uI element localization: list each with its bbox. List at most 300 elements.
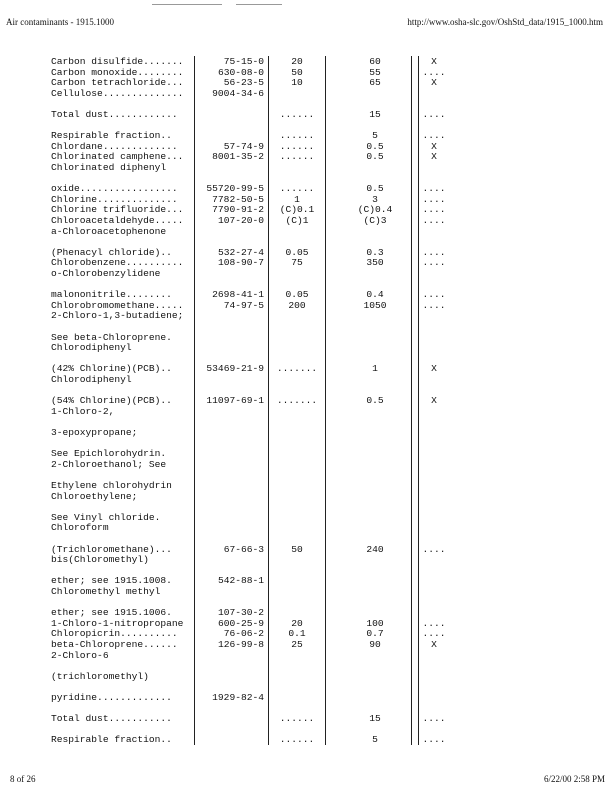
column-separator (411, 88, 412, 99)
skin-designation: .... (422, 109, 446, 120)
table-row (0, 321, 611, 332)
table-row (0, 173, 611, 184)
column-separator (411, 268, 412, 279)
column-separator (325, 374, 326, 385)
column-separator (325, 469, 326, 480)
column-separator (411, 544, 412, 555)
column-separator (268, 406, 269, 417)
column-separator (418, 713, 419, 724)
column-separator (325, 247, 326, 258)
column-separator (411, 289, 412, 300)
cas-number: 542-88-1 (217, 575, 264, 587)
column-separator (418, 671, 419, 682)
column-separator (194, 692, 195, 703)
mg-m3-value: 15 (369, 109, 381, 120)
table-row (0, 491, 611, 502)
column-separator (194, 342, 195, 353)
page-header-title: Air contaminants - 1915.1000 (6, 17, 114, 27)
substance-name: Chlorinated camphene... (51, 151, 184, 163)
column-separator (411, 692, 412, 703)
column-separator (325, 353, 326, 364)
column-separator (325, 724, 326, 735)
column-separator (418, 448, 419, 459)
ppm-value: 50 (291, 543, 303, 555)
column-separator (411, 257, 412, 268)
column-separator (268, 724, 269, 735)
table-row (0, 120, 611, 131)
column-separator (325, 618, 326, 629)
column-separator (411, 300, 412, 311)
substance-name: Carbon monoxide........ (51, 66, 184, 78)
table-row (0, 385, 611, 396)
column-separator (325, 533, 326, 544)
table-row (0, 469, 611, 480)
column-separator (194, 416, 195, 427)
cas-number: 630-08-0 (217, 66, 264, 78)
column-separator (325, 628, 326, 639)
column-separator (411, 533, 412, 544)
cas-number: 57-74-9 (223, 140, 264, 152)
table-row (0, 215, 611, 226)
cas-number: 9004-34-6 (212, 87, 264, 99)
column-separator (268, 204, 269, 215)
skin-designation: X (431, 395, 437, 407)
column-separator (325, 289, 326, 300)
column-separator (411, 438, 412, 449)
column-separator (194, 533, 195, 544)
column-separator (194, 236, 195, 247)
column-separator (268, 639, 269, 650)
column-separator (325, 491, 326, 502)
cas-number: 55720-99-5 (206, 183, 264, 195)
column-separator (418, 162, 419, 173)
column-separator (418, 289, 419, 300)
column-separator (418, 628, 419, 639)
column-separator (325, 459, 326, 470)
column-separator (418, 98, 419, 109)
column-separator (194, 226, 195, 237)
column-separator (411, 724, 412, 735)
column-separator (268, 310, 269, 321)
column-separator (194, 628, 195, 639)
column-separator (325, 607, 326, 618)
table-row (0, 501, 611, 512)
table-row (0, 395, 611, 406)
column-separator (325, 279, 326, 290)
table-row (0, 416, 611, 427)
mg-m3-value: 1 (372, 363, 378, 375)
column-separator (194, 183, 195, 194)
skin-designation: .... (422, 204, 446, 216)
page-header-url: http://www.osha-slc.gov/OshStd_data/1915_1000.htm (407, 17, 603, 27)
column-separator (418, 77, 419, 88)
table-row (0, 88, 611, 99)
column-separator (411, 215, 412, 226)
column-separator (194, 257, 195, 268)
column-separator (418, 321, 419, 332)
cas-number: 126-99-8 (217, 639, 264, 650)
ppm-value: ...... (279, 109, 315, 120)
skin-designation: .... (422, 183, 446, 195)
column-separator (418, 236, 419, 247)
column-separator (325, 194, 326, 205)
column-separator (268, 427, 269, 438)
substance-name: o-Chlorobenzylidene (51, 268, 161, 279)
column-separator (194, 681, 195, 692)
column-separator (418, 247, 419, 258)
page-number: 8 of 26 (10, 774, 36, 784)
column-separator (418, 215, 419, 226)
column-separator (268, 628, 269, 639)
table-row (0, 406, 611, 417)
cas-number: 67-66-3 (223, 543, 264, 555)
column-separator (194, 406, 195, 417)
mg-m3-value: 0.3 (366, 246, 384, 258)
column-separator (411, 565, 412, 576)
skin-designation: .... (422, 289, 446, 301)
column-separator (268, 363, 269, 374)
table-row (0, 618, 611, 629)
column-separator (411, 247, 412, 258)
column-separator (411, 151, 412, 162)
table-row (0, 77, 611, 88)
column-separator (411, 512, 412, 523)
column-separator (418, 332, 419, 343)
substance-name: Respirable fraction.. (51, 734, 172, 746)
skin-designation: .... (422, 628, 446, 640)
mg-m3-value: 55 (369, 66, 381, 78)
column-separator (194, 395, 195, 406)
mg-m3-value: 60 (369, 56, 381, 67)
column-separator (411, 703, 412, 714)
column-separator (268, 98, 269, 109)
substance-name: malononitrile........ (51, 289, 172, 301)
table-row (0, 448, 611, 459)
table-row (0, 713, 611, 724)
table-row (0, 194, 611, 205)
column-separator (411, 448, 412, 459)
column-separator (411, 406, 412, 417)
column-separator (325, 512, 326, 523)
column-separator (411, 173, 412, 184)
substance-name: a-Chloroacetophenone (51, 225, 167, 237)
skin-designation: X (431, 151, 437, 163)
column-separator (325, 650, 326, 661)
column-separator (268, 575, 269, 586)
column-separator (411, 469, 412, 480)
ppm-value: (C)1 (285, 215, 309, 226)
column-separator (325, 660, 326, 671)
table-row (0, 533, 611, 544)
column-separator (325, 575, 326, 586)
table-row (0, 480, 611, 491)
table-row (0, 257, 611, 268)
column-separator (268, 501, 269, 512)
column-separator (411, 522, 412, 533)
substance-name: 2-Chloroethanol; See (51, 458, 167, 470)
ppm-value: ....... (276, 363, 318, 375)
column-separator (418, 469, 419, 480)
cas-number: 1929-82-4 (212, 692, 264, 703)
column-separator (268, 247, 269, 258)
column-separator (418, 438, 419, 449)
column-separator (268, 289, 269, 300)
column-separator (418, 575, 419, 586)
column-separator (194, 279, 195, 290)
column-separator (418, 268, 419, 279)
column-separator (418, 692, 419, 703)
skin-designation: .... (422, 215, 446, 226)
column-separator (268, 395, 269, 406)
column-separator (418, 734, 419, 745)
table-row (0, 459, 611, 470)
column-separator (194, 734, 195, 745)
column-separator (194, 289, 195, 300)
cas-number: 532-27-4 (217, 246, 264, 258)
column-separator (418, 67, 419, 78)
column-separator (268, 353, 269, 364)
column-separator (418, 416, 419, 427)
column-separator (411, 734, 412, 745)
ppm-value: 0.1 (288, 628, 306, 640)
column-separator (411, 660, 412, 671)
column-separator (325, 565, 326, 576)
column-separator (418, 342, 419, 353)
column-separator (194, 597, 195, 608)
column-separator (194, 98, 195, 109)
column-separator (325, 342, 326, 353)
column-separator (411, 279, 412, 290)
mg-m3-value: 100 (366, 617, 384, 629)
column-separator (418, 491, 419, 502)
ppm-value: ...... (279, 140, 315, 152)
column-separator (268, 660, 269, 671)
column-separator (268, 734, 269, 745)
column-separator (418, 650, 419, 661)
column-separator (268, 279, 269, 290)
column-separator (418, 522, 419, 533)
column-separator (194, 268, 195, 279)
column-separator (325, 236, 326, 247)
substance-name: Cellulose.............. (51, 87, 184, 99)
column-separator (411, 321, 412, 332)
column-separator (268, 120, 269, 131)
substance-name: 2-Chloro-6 (51, 649, 109, 661)
substance-name: bis(Chloromethyl) (51, 554, 149, 566)
column-separator (268, 162, 269, 173)
column-separator (411, 363, 412, 374)
table-row (0, 130, 611, 141)
column-separator (325, 448, 326, 459)
substance-name: Chlordane............. (51, 140, 178, 152)
ppm-value: ...... (279, 130, 315, 142)
mg-m3-value: 15 (369, 713, 381, 725)
column-separator (268, 522, 269, 533)
table-row (0, 109, 611, 120)
column-separator (268, 215, 269, 226)
mg-m3-value: (C)0.4 (357, 204, 393, 216)
table-row (0, 607, 611, 618)
table-row (0, 650, 611, 661)
ppm-value: ...... (279, 734, 315, 746)
column-separator (325, 321, 326, 332)
substance-name: beta-Chloroprene...... (51, 639, 178, 650)
table-row (0, 342, 611, 353)
column-separator (418, 565, 419, 576)
cas-number: 107-30-2 (217, 607, 264, 619)
table-row (0, 554, 611, 565)
substance-name: Respirable fraction.. (51, 130, 172, 142)
table-row (0, 289, 611, 300)
column-separator (268, 703, 269, 714)
column-separator (268, 151, 269, 162)
column-separator (418, 597, 419, 608)
column-separator (268, 618, 269, 629)
column-separator (268, 300, 269, 311)
mg-m3-value: 90 (369, 639, 381, 650)
column-separator (411, 671, 412, 682)
column-separator (411, 459, 412, 470)
column-separator (268, 459, 269, 470)
column-separator (411, 310, 412, 321)
column-separator (194, 724, 195, 735)
ppm-value: ...... (279, 151, 315, 163)
ppm-value: 10 (291, 77, 303, 89)
column-separator (325, 204, 326, 215)
table-row (0, 544, 611, 555)
column-separator (325, 385, 326, 396)
table-row (0, 236, 611, 247)
column-separator (411, 639, 412, 650)
column-separator (325, 130, 326, 141)
cas-number: 600-25-9 (217, 617, 264, 629)
substance-name: Carbon tetrachloride... (51, 77, 184, 89)
column-separator (325, 554, 326, 565)
skin-designation: X (431, 639, 437, 650)
cas-number: 53469-21-9 (206, 363, 264, 375)
column-separator (268, 671, 269, 682)
column-separator (411, 681, 412, 692)
column-separator (411, 56, 412, 67)
column-separator (325, 438, 326, 449)
table-row (0, 332, 611, 343)
table-row (0, 363, 611, 374)
column-separator (325, 120, 326, 131)
column-separator (411, 183, 412, 194)
column-separator (418, 533, 419, 544)
column-separator (194, 141, 195, 152)
column-separator (194, 650, 195, 661)
column-separator (194, 109, 195, 120)
column-separator (194, 247, 195, 258)
substance-name: 2-Chloro-1,3-butadiene; (51, 310, 184, 322)
column-separator (194, 194, 195, 205)
mg-m3-value: 1050 (363, 299, 387, 311)
skin-designation: .... (422, 543, 446, 555)
column-separator (418, 660, 419, 671)
column-separator (194, 56, 195, 67)
column-separator (411, 575, 412, 586)
skin-designation: .... (422, 193, 446, 205)
table-row (0, 724, 611, 735)
column-separator (268, 88, 269, 99)
table-row (0, 56, 611, 67)
column-separator (268, 416, 269, 427)
ppm-value: ...... (279, 713, 315, 725)
column-separator (194, 544, 195, 555)
column-separator (194, 332, 195, 343)
ppm-value: 1 (294, 193, 300, 205)
table-row (0, 512, 611, 523)
column-separator (411, 650, 412, 661)
column-separator (325, 406, 326, 417)
substance-name: (Phenacyl chloride).. (51, 246, 172, 258)
column-separator (411, 342, 412, 353)
table-row (0, 353, 611, 364)
column-separator (411, 607, 412, 618)
column-separator (418, 310, 419, 321)
column-separator (325, 88, 326, 99)
mg-m3-value: 240 (366, 543, 384, 555)
column-separator (194, 501, 195, 512)
column-separator (411, 77, 412, 88)
column-separator (194, 448, 195, 459)
cas-number: 11097-69-1 (206, 395, 264, 407)
ppm-value: 20 (291, 56, 303, 67)
column-separator (194, 353, 195, 364)
column-separator (194, 204, 195, 215)
column-separator (268, 385, 269, 396)
column-separator (411, 427, 412, 438)
column-separator (418, 544, 419, 555)
skin-designation: .... (422, 257, 446, 269)
column-separator (268, 448, 269, 459)
column-separator (418, 554, 419, 565)
column-separator (418, 586, 419, 597)
column-separator (325, 480, 326, 491)
column-separator (325, 427, 326, 438)
cas-number: 56-23-5 (223, 77, 264, 89)
substance-name: Total dust............ (51, 109, 178, 120)
mg-m3-value: 0.4 (366, 289, 384, 301)
column-separator (325, 734, 326, 745)
table-row (0, 162, 611, 173)
column-separator (194, 522, 195, 533)
column-separator (325, 703, 326, 714)
skin-designation: X (431, 140, 437, 152)
column-separator (325, 501, 326, 512)
column-separator (194, 385, 195, 396)
column-separator (325, 522, 326, 533)
mg-m3-value: 3 (372, 193, 378, 205)
table-row (0, 67, 611, 78)
column-separator (268, 374, 269, 385)
substance-name: Chlorine.............. (51, 193, 178, 205)
column-separator (325, 671, 326, 682)
substance-name: ether; see 1915.1008. (51, 575, 172, 587)
column-separator (418, 427, 419, 438)
mg-m3-value: 5 (372, 130, 378, 142)
table-row (0, 628, 611, 639)
column-separator (268, 236, 269, 247)
skin-designation: X (431, 363, 437, 375)
ppm-value: ...... (279, 183, 315, 195)
table-row (0, 681, 611, 692)
column-separator (418, 151, 419, 162)
table-row (0, 586, 611, 597)
column-separator (411, 67, 412, 78)
column-separator (325, 544, 326, 555)
